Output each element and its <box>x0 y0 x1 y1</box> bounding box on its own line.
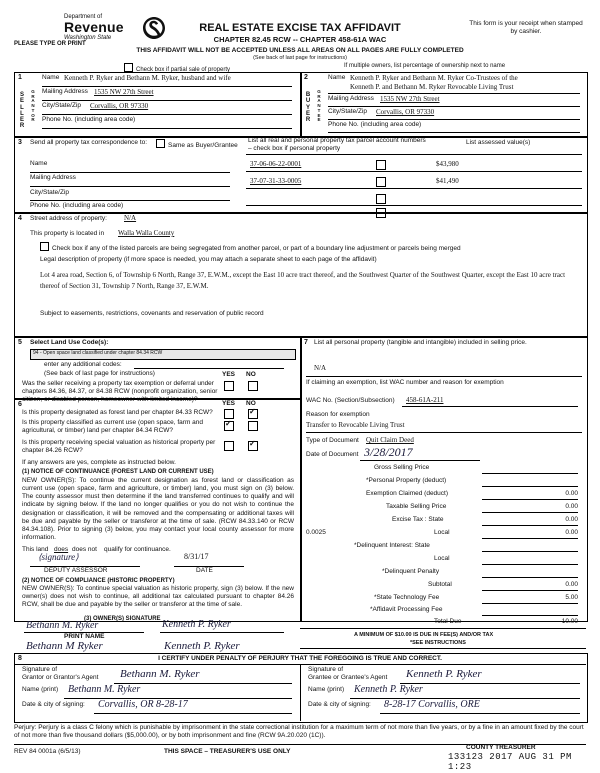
forest-land-question: Is this property designated as forest land per chapter 84.33 RCW? <box>22 409 213 416</box>
personal-property-label: List all personal property (tangible and intangible) included in selling price. <box>314 339 527 346</box>
warning-text: THIS AFFIDAVIT WILL NOT BE ACCEPTED UNLESS ALL AREAS ON ALL PAGES ARE FULLY COMPLETED <box>136 47 464 54</box>
grantor-side-label: G R A N T O R <box>31 89 35 123</box>
owner-print-2: Kenneth P. Ryker <box>162 619 231 630</box>
parcel-number-2[interactable]: 37-07-31-33-0005 <box>250 177 302 185</box>
seller-city-value[interactable]: Corvallis, OR 97330 <box>90 102 149 110</box>
assessed-value-header: List assessed value(s) <box>466 139 531 146</box>
treasurer-stamp: 133123 2017 AUG 31 PM 1:23 <box>448 752 572 772</box>
continuance-text: NEW OWNER(S): To continue the current designation as forest land or classification as current use (open space, farm and agriculture, or timber) land, you must sign on (3) below. The county assessor must then determine if the land transferred continues to qualify and will indicate by signing below. If the land no longer qualifies or you do not wish to continue the designation or classification, it will be removed and the compensating or additional taxes will be due and payable by the seller or transferor at the time of sale. (RCW 84.33.140 or RCW 84.34.108). Prior to signing (3) below, you may contact your local county assessor for more information. <box>22 477 294 541</box>
owner-signature-2: Kenneth P. Ryker <box>164 640 240 652</box>
subtotal-label: Subtotal <box>428 581 452 588</box>
reason-value[interactable]: Transfer to Revocable Living Trust <box>306 421 405 429</box>
parcel-number-1[interactable]: 37-06-06-22-0001 <box>250 160 302 168</box>
yes-header-5: YES <box>222 371 236 378</box>
additional-codes-label: enter any additional codes: <box>44 361 122 368</box>
total-due-label: Total Due <box>434 618 462 625</box>
exemption-claimed-label: Exemption Claimed (deduct) <box>366 490 449 497</box>
minimum-note: A MINIMUM OF $10.00 IS DUE IN FEE(S) AND/OR TAX <box>354 632 494 638</box>
state-label: Washington State <box>64 34 112 41</box>
grantee-side-label: G R A N T E E <box>317 89 321 123</box>
owner-print-1: Bethann M. Ryker <box>26 620 99 631</box>
section-8-number: 8 <box>18 655 22 662</box>
personal-property-checkbox-2[interactable] <box>376 177 386 187</box>
section-3-number: 3 <box>18 139 22 146</box>
doc-date-label: Date of Document <box>306 451 359 458</box>
gross-selling-price-label: Gross Selling Price <box>374 464 430 471</box>
treasurer-space-label: THIS SPACE – TREASURER'S USE ONLY <box>164 748 291 755</box>
section-4-number: 4 <box>18 215 22 222</box>
grantee-agent-label: Grantee or Grantee's Agent <box>308 674 388 681</box>
affidavit-processing-fee-label: *Affidavit Processing Fee <box>370 606 443 613</box>
seller-name-label: Name <box>42 74 60 81</box>
exemption-question: Was the seller receiving a property tax exemption or deferral under chapters 84.36, 84.37, or 84.38 RCW (nonprofit organization, senior citizen, or disabled person, homeowner with limited income)? <box>22 380 218 404</box>
perjury-text: Perjury: Perjury is a class C felony which is punishable by imprisonment in the state correctional institution for a maximum term of not more than five years, or by a fine in an amount fixed by the court of not more than five thousand dollars ($5,000.00), or by both imprisonment and fine (RCW 9A.20.020 (1C)). <box>14 724 584 740</box>
grantor-name-value: Bethann M. Ryker <box>68 684 141 695</box>
section-7-number: 7 <box>304 339 308 346</box>
does-label: does <box>54 546 69 553</box>
segregated-checkbox[interactable] <box>40 242 49 251</box>
exemption-claim-label: If claiming an exemption, list WAC number and reason for exemption <box>306 379 504 386</box>
segregated-check[interactable] <box>40 242 560 254</box>
no-header-5: NO <box>246 371 256 378</box>
buyer-name-label: Name <box>328 74 346 81</box>
compliance-text: NEW OWNER(S): To continue special valuation as historic property, sign (3) below. If the new owner(s) does not wish to continue, all additional tax calculated pursuant to chapter 84.26 RCW, shall be due and payable by the seller or transferor at the time of sale. <box>22 585 294 609</box>
historic-no-check-mark: ✓ <box>249 439 256 448</box>
grantor-date-value: Corvallis, OR 8-28-17 <box>98 699 188 710</box>
section-2-number: 2 <box>304 74 308 81</box>
buyer-side-label: B U Y E R <box>305 92 311 124</box>
grantee-date-label: Date & city of signing: <box>308 701 371 708</box>
personal-property-value[interactable]: N/A <box>314 364 327 372</box>
no-header-6: NO <box>246 400 256 407</box>
receipt-note: This form is your receipt when stamped by cashier. <box>469 20 583 36</box>
reason-label: Reason for exemption <box>306 411 370 418</box>
buyer-phone-label: Phone No. (including area code) <box>328 121 422 128</box>
excise-tax-state-value: 0.00 <box>565 516 578 523</box>
delinquent-penalty-label: *Delinquent Penalty <box>382 568 440 575</box>
seller-phone-label: Phone No. (including area code) <box>42 116 136 123</box>
owner-signature-heading: (3) OWNER(S) SIGNATURE <box>84 616 161 622</box>
taxable-selling-price-value: 0.00 <box>565 503 578 510</box>
certify-text: I CERTIFY UNDER PENALTY OF PERJURY THAT THE FOREGOING IS TRUE AND CORRECT. <box>158 655 442 662</box>
corr-city-label: City/State/Zip <box>30 189 70 196</box>
historic-yes-checkbox[interactable] <box>224 441 234 451</box>
land-use-code-value: 94 - Open space land classified under chapter 84.34 RCW <box>33 350 163 356</box>
same-as-buyer-label: Same as Buyer/Grantee <box>168 142 238 149</box>
personal-property-checkbox-3[interactable] <box>376 194 386 204</box>
grantee-name-label: Name (print) <box>308 686 345 693</box>
parcel-column-header: List all real and personal property tax parcel account numbers – check box if personal property <box>248 137 426 152</box>
deputy-assessor-label: DEPUTY ASSESSOR <box>44 567 108 574</box>
assessor-signature: ⟨signature⟩ <box>38 552 79 562</box>
form-revision: REV 84 0001a (6/5/13) <box>14 748 81 755</box>
seller-city-label: City/State/Zip <box>42 102 82 109</box>
personal-property-deduct-label: *Personal Property (deduct) <box>366 477 447 484</box>
forest-no-check-mark: ✓ <box>249 407 256 416</box>
state-technology-fee-value: 5.00 <box>565 594 578 601</box>
segregated-label: Check box if any of the listed parcels are being segregated from another parcel, or part of a boundary line adjustment or parcels being merged <box>52 245 461 252</box>
affidavit-form <box>14 8 586 772</box>
street-address-label: Street address of property: <box>30 215 107 222</box>
seller-side-label: S E L L E R <box>19 92 25 130</box>
wac-value[interactable]: 458-61A-211 <box>406 396 444 404</box>
excise-tax-local-label: Local <box>434 529 450 536</box>
instructions-note: (See back of last page for instructions) <box>253 55 347 61</box>
excise-tax-local-value: 0.00 <box>565 529 578 536</box>
partial-sale-checkbox[interactable] <box>124 63 133 72</box>
delinquent-interest-local-label: Local <box>434 555 450 562</box>
section-6-number: 6 <box>18 401 22 408</box>
grantor-name-label: Name (print) <box>22 686 59 693</box>
easements-text: Subject to easements, restrictions, covenants and reservation of public record <box>40 310 264 317</box>
buyer-mailing-label: Mailing Address <box>328 95 374 102</box>
doc-type-label: Type of Document <box>306 437 359 444</box>
located-in-label: This property is located in <box>30 230 105 237</box>
section-1-number: 1 <box>18 74 22 81</box>
grantee-signature: Kenneth P. Ryker <box>406 668 482 680</box>
corr-name-label: Name <box>30 160 48 167</box>
grantee-name-value: Kenneth P. Ryker <box>354 684 423 695</box>
subtotal-value: 0.00 <box>565 581 578 588</box>
yes-header-6: YES <box>222 400 236 407</box>
excise-tax-state-label: Excise Tax : State <box>392 516 444 523</box>
grantor-agent-label: Grantor or Grantor's Agent <box>22 674 99 681</box>
grantor-signature: Bethann M. Ryker <box>120 668 200 680</box>
corr-phone-label: Phone No. (including area code) <box>30 202 124 209</box>
assessed-value-1[interactable]: $43,980 <box>436 160 459 168</box>
page-subtitle: CHAPTER 82.45 RCW -- CHAPTER 458-61A WAC <box>213 35 387 44</box>
if-yes-note: If any answers are yes, complete as instructed below. <box>22 459 176 466</box>
partial-sale-label: Check box if partial sale of property <box>136 67 231 73</box>
continuance-heading: (1) NOTICE OF CONTINUANCE (FOREST LAND OR CURRENT USE) <box>22 469 214 475</box>
tax-rate-value: 0.0025 <box>306 529 326 536</box>
personal-property-checkbox-1[interactable] <box>376 160 386 170</box>
forest-yes-checkbox[interactable] <box>224 409 234 419</box>
grantor-sig-label: Signature of <box>22 666 58 673</box>
page-title: REAL ESTATE EXCISE TAX AFFIDAVIT <box>199 22 401 34</box>
grantee-date-value: 8-28-17 Corvallis, ORE <box>384 699 480 710</box>
current-use-yes-check-mark: ✓ <box>225 419 232 428</box>
doc-type-value[interactable]: Quit Claim Deed <box>366 436 414 444</box>
please-type-label: PLEASE TYPE OR PRINT <box>14 41 86 47</box>
located-in-value[interactable]: Walla Walla County <box>118 229 175 237</box>
doc-date-value[interactable]: 3/28/2017 <box>364 445 413 459</box>
wac-label: WAC No. (Section/Subsection) <box>306 397 395 404</box>
historic-question: Is this property receiving special valuation as historical property per chapter 84.26 RCW? <box>22 439 216 455</box>
corr-mailing-label: Mailing Address <box>30 174 76 181</box>
compliance-heading: (2) NOTICE OF COMPLIANCE (HISTORIC PROPERTY) <box>22 578 175 584</box>
multiple-owners-note: If multiple owners, list percentage of ownership next to name <box>344 63 506 69</box>
buyer-name-value-2[interactable]: Kenneth P. and Bethann M. Ryker Revocable Living Trust <box>350 83 514 91</box>
send-correspondence-label: Send all property tax correspondence to: <box>30 139 148 146</box>
see-instructions-note: *SEE INSTRUCTIONS <box>410 640 466 646</box>
current-use-question: Is this property classified as current use (open space, farm and agricultural, or timber) land per chapter 84.34 RCW? <box>22 419 204 435</box>
owner-signature-1: Bethann M Ryker <box>26 640 103 652</box>
qualify-label: qualify for continuance. <box>104 546 171 553</box>
see-back-note: (See back of last page for instructions) <box>44 370 155 377</box>
seller-mailing-label: Mailing Address <box>42 88 88 95</box>
total-due-value: 10.00 <box>561 618 578 625</box>
assessor-date-label: DATE <box>196 567 213 574</box>
revenue-label: Revenue <box>64 19 124 36</box>
buyer-city-value[interactable]: Corvallis, OR 97330 <box>376 108 435 116</box>
section-5-number: 5 <box>18 339 22 346</box>
same-as-buyer-check[interactable] <box>156 139 238 151</box>
grantee-sig-label: Signature of <box>308 666 344 673</box>
this-land-label: This land <box>22 546 49 553</box>
street-address-value[interactable]: N/A <box>124 214 137 222</box>
exemption-yes-checkbox[interactable] <box>224 381 234 391</box>
buyer-mailing-value[interactable]: 1535 NW 27th Street <box>380 95 440 103</box>
same-as-buyer-checkbox[interactable] <box>156 139 165 148</box>
print-name-label: PRINT NAME <box>64 633 105 640</box>
does-not-label: does not <box>72 546 97 553</box>
grantor-date-label: Date & city of signing: <box>22 701 85 708</box>
assessed-value-2[interactable]: $41,490 <box>436 177 459 185</box>
county-treasurer-label: COUNTY TREASURER <box>466 744 536 751</box>
dept-label: Department of <box>64 14 103 20</box>
assessor-date-value[interactable]: 8/31/17 <box>184 552 209 561</box>
buyer-city-label: City/State/Zip <box>328 108 368 115</box>
buyer-name-value[interactable]: Kenneth P. Ryker and Bethann M. Ryker Co-Trustees of the <box>350 74 518 82</box>
seller-name-value[interactable]: Kenneth P. Ryker and Bethann M. Ryker, husband and wife <box>64 74 231 82</box>
taxable-selling-price-label: Taxable Selling Price <box>386 503 447 510</box>
exemption-claimed-value: 0.00 <box>565 490 578 497</box>
legal-desc-label: Legal description of property (if more space is needed, you may attach a separate sheet to each page of the affidavit) <box>40 256 377 263</box>
land-use-title: Select Land Use Code(s): <box>30 339 109 346</box>
state-technology-fee-label: *State Technology Fee <box>374 594 440 601</box>
seller-mailing-value[interactable]: 1535 NW 27th Street <box>94 88 154 96</box>
current-use-no-checkbox[interactable] <box>248 421 258 431</box>
legal-desc-value[interactable]: Lot 4 area road, Section 6, of Township 6 North, Range 37, E.W.M., except the East 10 acre tract thereof, and the Southwest Quarter of the Southwest Quarter, except the East 10 acre tract thereof of Section 31, Township 7 North, Range 37, E.W.M. <box>40 271 566 290</box>
exemption-no-checkbox[interactable] <box>248 381 258 391</box>
delinquent-interest-state-label: *Delinquent Interest: State <box>354 542 430 549</box>
form-header <box>14 8 586 61</box>
